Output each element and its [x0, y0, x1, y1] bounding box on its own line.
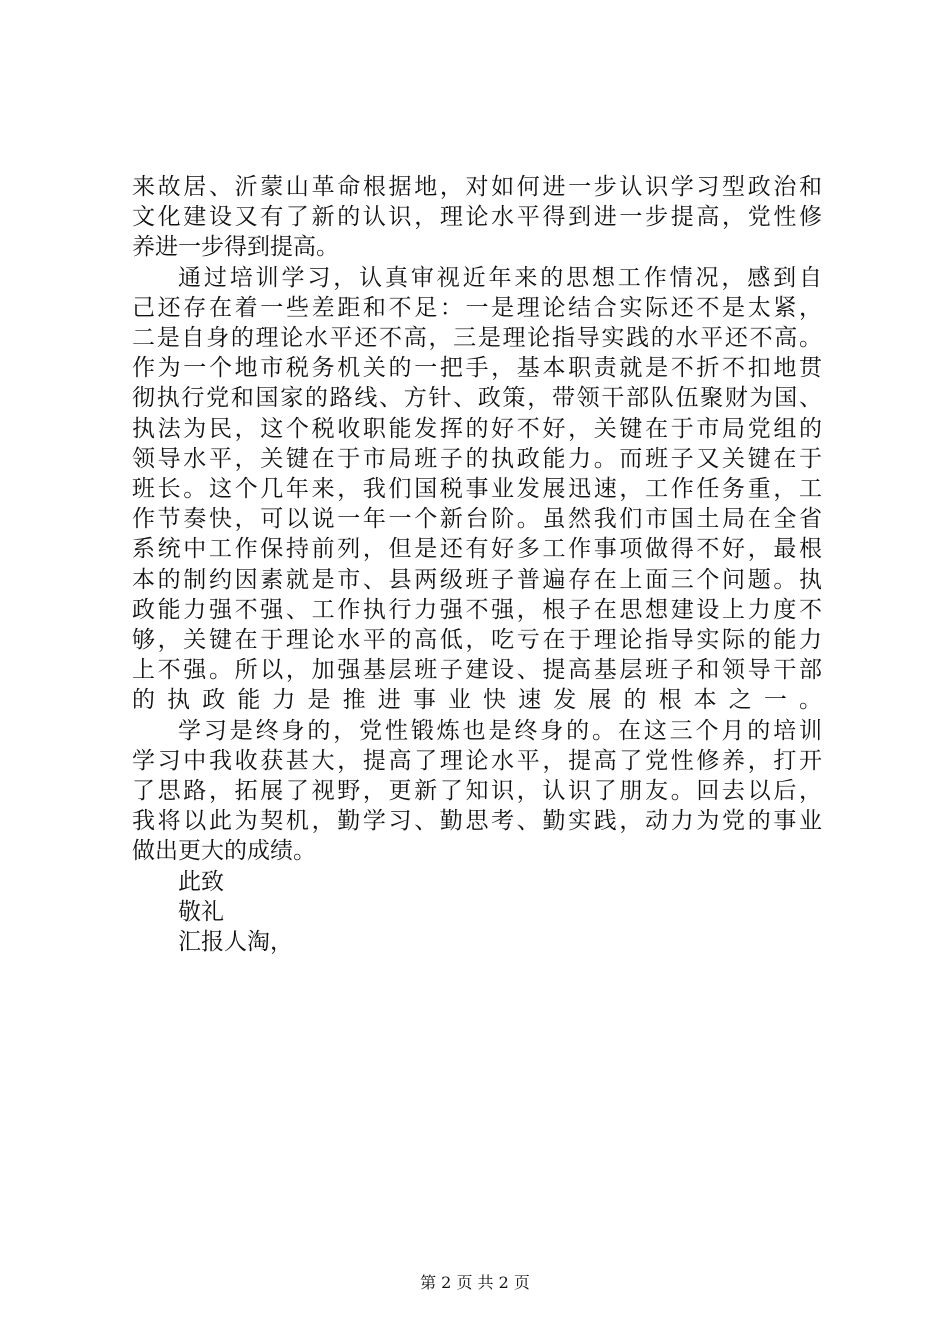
text-line: 来故居、沂蒙山革命根据地，对如何进一步认识学习型政治和 — [132, 174, 822, 200]
text-line: 政能力强不强、工作执行力强不强，根子在思想建设上力度不 — [132, 596, 822, 623]
text-line: 学习是终身的，党性锻炼也是终身的。在这三个月的培训 — [178, 717, 822, 744]
text-line: 的执政能力是推进事业快速发展的根本之一。 — [132, 687, 822, 714]
closing-salutation: 此致 — [178, 868, 224, 895]
text-line: 二是自身的理论水平还不高，三是理论指导实践的水平还不高。 — [132, 325, 822, 352]
text-line: 我将以此为契机，勤学习、勤思考、勤实践，动力为党的事业 — [132, 808, 822, 835]
signature: 汇报人淘， — [178, 929, 293, 956]
paragraph-2 — [132, 263, 822, 716]
closing-block — [132, 867, 822, 958]
text-line: 通过培训学习，认真审视近年来的思想工作情况，感到自 — [178, 264, 822, 291]
text-line: 了思路，拓展了视野，更新了知识，认识了朋友。回去以后， — [132, 778, 822, 805]
text-line: 彻执行党和国家的路线、方针、政策，带领干部队伍聚财为国、 — [132, 385, 822, 412]
text-line: 领导水平，关键在于市局班子的执政能力。而班子又关键在于 — [132, 445, 822, 472]
text-line: 够，关键在于理论水平的高低，吃亏在于理论指导实际的能力 — [132, 627, 822, 654]
text-line: 养进一步得到提高。 — [132, 234, 339, 261]
text-line: 做出更大的成绩。 — [132, 838, 316, 865]
page-footer — [0, 1273, 950, 1293]
text-line: 系统中工作保持前列，但是还有好多工作事项做得不好，最根 — [132, 536, 822, 563]
text-line: 己还存在着一些差距和不足：一是理论结合实际还不是太紧， — [132, 294, 822, 321]
text-line: 上不强。所以，加强基层班子建设、提高基层班子和领导干部 — [132, 657, 822, 684]
text-line: 文化建设又有了新的认识，理论水平得到进一步提高，党性修 — [132, 204, 822, 231]
paragraph-3 — [132, 716, 822, 867]
text-line: 作节奏快，可以说一年一个新台阶。虽然我们市国土局在全省 — [132, 506, 822, 533]
text-line: 执法为民，这个税收职能发挥的好不好，关键在于市局党组的 — [132, 415, 822, 442]
text-line: 学习中我收获甚大，提高了理论水平，提高了党性修养，打开 — [132, 747, 822, 774]
text-line: 作为一个地市税务机关的一把手，基本职责就是不折不扣地贯 — [132, 355, 822, 382]
document-body — [132, 172, 822, 957]
page-number: 第 2 页 共 2 页 — [420, 1273, 530, 1292]
closing-regards: 敬礼 — [178, 898, 224, 925]
text-line: 本的制约因素就是市、县两级班子普遍存在上面三个问题。执 — [132, 566, 822, 593]
text-line: 班长。这个几年来，我们国税事业发展迅速，工作任务重，工 — [132, 476, 822, 503]
paragraph-1 — [132, 172, 822, 263]
